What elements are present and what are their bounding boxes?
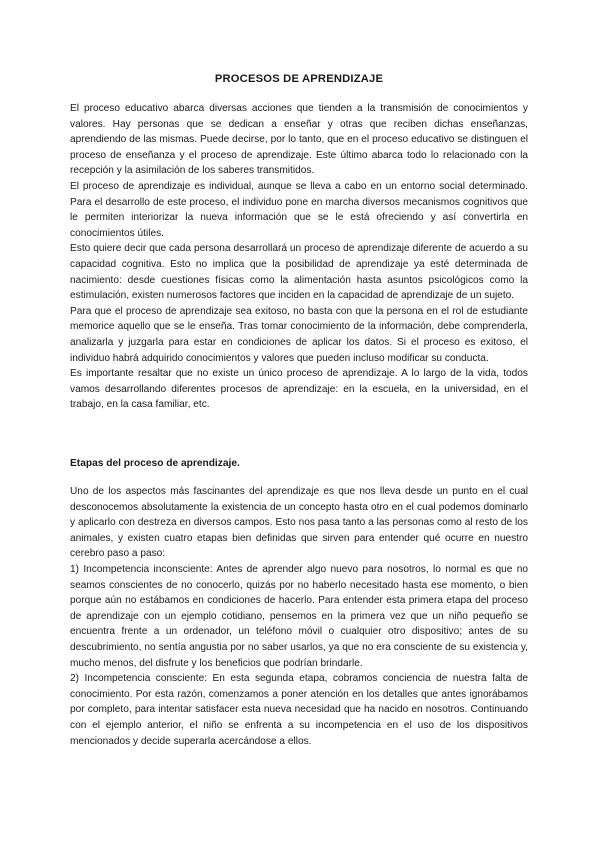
paragraph: El proceso educativo abarca diversas acciones que tienden a la transmisión de conocimientos y valores. Hay personas que se dedican a enseñar y otras que reciben dichas enseñanzas, aprendiendo de las mismas. Puede decirse, por lo tanto, que en el proceso educativo se distinguen el proceso de enseñanza y el proceso de aprendizaje. Este último abarca todo lo relacionado con la recepción y la asimilación de los saberes transmitidos. (70, 103, 528, 177)
paragraph: Esto quiere decir que cada persona desarrollará un proceso de aprendizaje diferente de acuerdo a su capacidad cognitiva. Esto no implica que la posibilidad de aprendizaje ya esté determinada de nacimiento: desde cuestiones físicas como la alimentación hasta asuntos psicológicos como la estimulación, existen numerosos factores que inciden en la capacidad de aprendizaje de un sujeto. (70, 243, 528, 302)
stage-item: 1) Incompetencia inconsciente: Antes de aprender algo nuevo para nosotros, lo normal es que no seamos conscientes de no conocerlo, quizás por no haberlo necesitado hasta ese momento, o bien porque aún no estábamos en condiciones de hacerlo. Para entender esta primera etapa del proceso de aprendizaje con un ejemplo cotidiano, pensemos en la primera vez que un niño pequeño se encuentra frente a un ordenador, un teléfono móvil o cualquier otro dispositivo; antes de su descubrimiento, no sentía angustia por no saber usarlos, ya que no era consciente de su existencia y, mucho menos, del disfrute y los beneficios que podrían brindarle. (70, 563, 528, 669)
paragraph: Para que el proceso de aprendizaje sea exitoso, no basta con que la persona en el rol de estudiante memorice aquello que se le enseña. Tras tomar conocimiento de la información, debe comprenderla, analizarla y juzgarla para estar en condiciones de aplicar los datos. Si el proceso es exitoso, el individuo habrá adquirido conocimientos y valores que pueden incluso modificar su conducta. (70, 305, 528, 364)
stages-section (70, 484, 528, 749)
intro-section (70, 101, 528, 413)
paragraph: Uno de los aspectos más fascinantes del aprendizaje es que nos lleva desde un punto en el cual desconocemos absolutamente la existencia de un concepto hasta otro en el cual podemos dominarlo y aplicarlo con destreza en diversos campos. Esto nos pasa tanto a las personas como al resto de los animales, y existen cuatro etapas bien definidas que sirven para entender qué ocurre en nuestro cerebro paso a paso: (70, 486, 528, 560)
paragraph: Es importante resaltar que no existe un único proceso de aprendizaje. A lo largo de la vida, todos vamos desarrollando diferentes procesos de aprendizaje: en la escuela, en la universidad, en el trabajo, en la casa familiar, etc. (70, 368, 528, 411)
section-heading: Etapas del proceso de aprendizaje. (70, 458, 240, 469)
paragraph: El proceso de aprendizaje es individual, aunque se lleva a cabo en un entorno social determinado. Para el desarrollo de este proceso, el individuo pone en marcha diversos mecanismos cognitivos que le permiten interiorizar la nueva información que se le está ofreciendo y así convertirla en conocimientos útiles. (70, 180, 528, 239)
document-title: PROCESOS DE APRENDIZAJE (214, 73, 384, 85)
stage-item: 2) Incompetencia consciente: En esta segunda etapa, cobramos conciencia de nuestra falta de conocimiento. Por esta razón, comenzamos a poner atención en los detalles que antes ignorábamos por completo, para intentar satisfacer esta nueva necesidad que ha nacido en nosotros. Continuando con el ejemplo anterior, el niño se enfrenta a su incompetencia en el uso de los dispositivos mencionados y decide superarla acercándose a ellos. (70, 673, 528, 747)
